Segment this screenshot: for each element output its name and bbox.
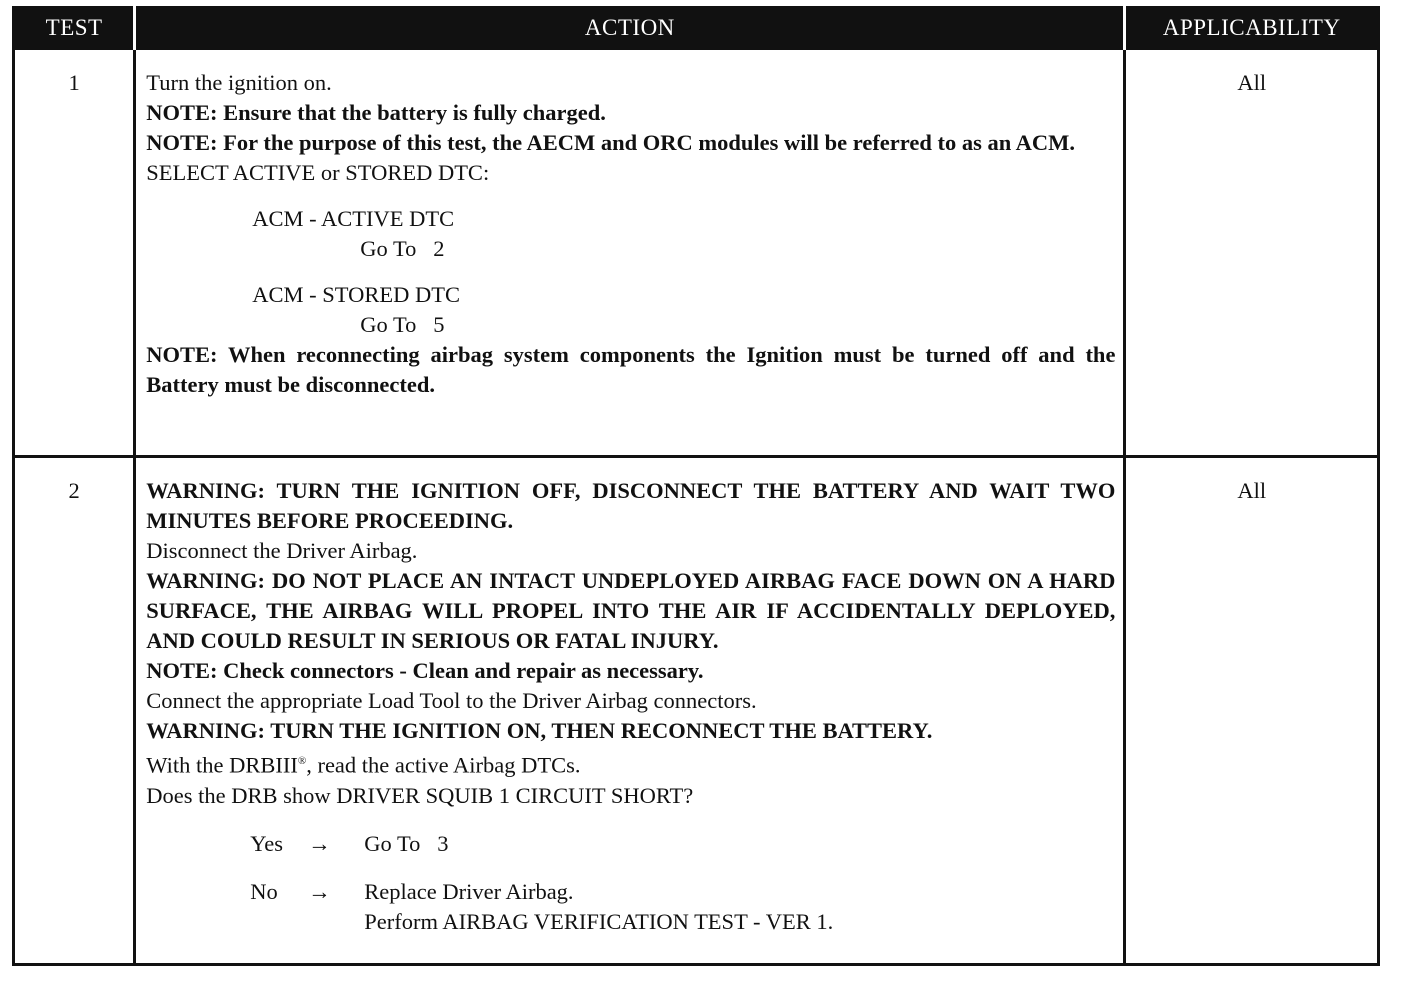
warning-text: WARNING: TURN THE IGNITION OFF, DISCONNECT THE BATTERY AND WAIT TWO MINUTES BEFORE PROCEEDING. [146, 478, 1116, 533]
arrow-icon: → [308, 830, 331, 856]
action-cell [135, 457, 1125, 965]
header-row [14, 8, 1379, 49]
header-applicability: APPLICABILITY [1125, 8, 1379, 49]
test-number: 1 [14, 49, 135, 457]
registered-mark: ® [297, 755, 307, 767]
goto-text: Go To [360, 236, 417, 261]
action-line: Turn the ignition on. [146, 70, 332, 95]
note-text: NOTE: Check connectors - Clean and repair as necessary. [146, 658, 704, 683]
question-text: Does the DRB show DRIVER SQUIB 1 CIRCUIT SHORT? [146, 782, 694, 808]
option-label: ACM - ACTIVE DTC [252, 206, 455, 231]
yes-result: Go To 3 [364, 830, 449, 856]
header-test: TEST [14, 8, 135, 49]
goto-text: Go To [360, 312, 417, 337]
action-line: Connect the appropriate Load Tool to the Driver Airbag connectors. [146, 688, 757, 713]
yes-branch [250, 829, 1115, 859]
goto-number: 2 [433, 236, 445, 261]
warning-text: WARNING: DO NOT PLACE AN INTACT UNDEPLOYED AIRBAG FACE DOWN ON A HARD SURFACE, THE AIRBAG WILL PROPEL INTO THE AIR IF ACCIDENTALLY DEPLOYED, AND COULD RESULT IN SERIOUS OR FATAL INJURY. [146, 568, 1116, 653]
option-label: ACM - STORED DTC [252, 282, 460, 307]
goto-instruction [360, 234, 1115, 264]
diagnostic-test-table [12, 6, 1380, 966]
applicability-value: All [1125, 49, 1379, 457]
dtc-option [252, 280, 1115, 340]
action-cell [135, 49, 1125, 457]
applicability-value: All [1125, 457, 1379, 965]
no-result [364, 877, 833, 937]
goto-number: 5 [433, 312, 445, 337]
drb-text: With the DRBIII [146, 752, 298, 778]
no-result-line: Replace Driver Airbag. [364, 878, 574, 904]
action-line: Disconnect the Driver Airbag. [146, 538, 418, 563]
header-action: ACTION [135, 8, 1125, 49]
note-text: NOTE: Ensure that the battery is fully charged. [146, 100, 606, 125]
table-row [14, 49, 1379, 457]
note-text: NOTE: For the purpose of this test, the AECM and ORC modules will be referred to as an ACM. [146, 130, 1075, 155]
arrow-icon: → [308, 878, 331, 904]
dtc-option [252, 204, 1115, 264]
action-line: SELECT ACTIVE or STORED DTC: [146, 160, 490, 185]
action-line [146, 746, 1115, 781]
no-branch [250, 877, 1115, 937]
yes-label: Yes [250, 830, 284, 856]
drb-text-rest: , read the active Airbag DTCs. [306, 752, 581, 778]
note-text: NOTE: When reconnecting airbag system components the Ignition must be turned off and the Battery must be disconnected. [146, 342, 1116, 397]
no-label: No [250, 878, 278, 904]
table-row [14, 457, 1379, 965]
warning-text: WARNING: TURN THE IGNITION ON, THEN RECONNECT THE BATTERY. [146, 718, 933, 743]
no-result-line: Perform AIRBAG VERIFICATION TEST - VER 1. [364, 908, 834, 934]
test-number: 2 [14, 457, 135, 965]
goto-instruction [360, 310, 1115, 340]
